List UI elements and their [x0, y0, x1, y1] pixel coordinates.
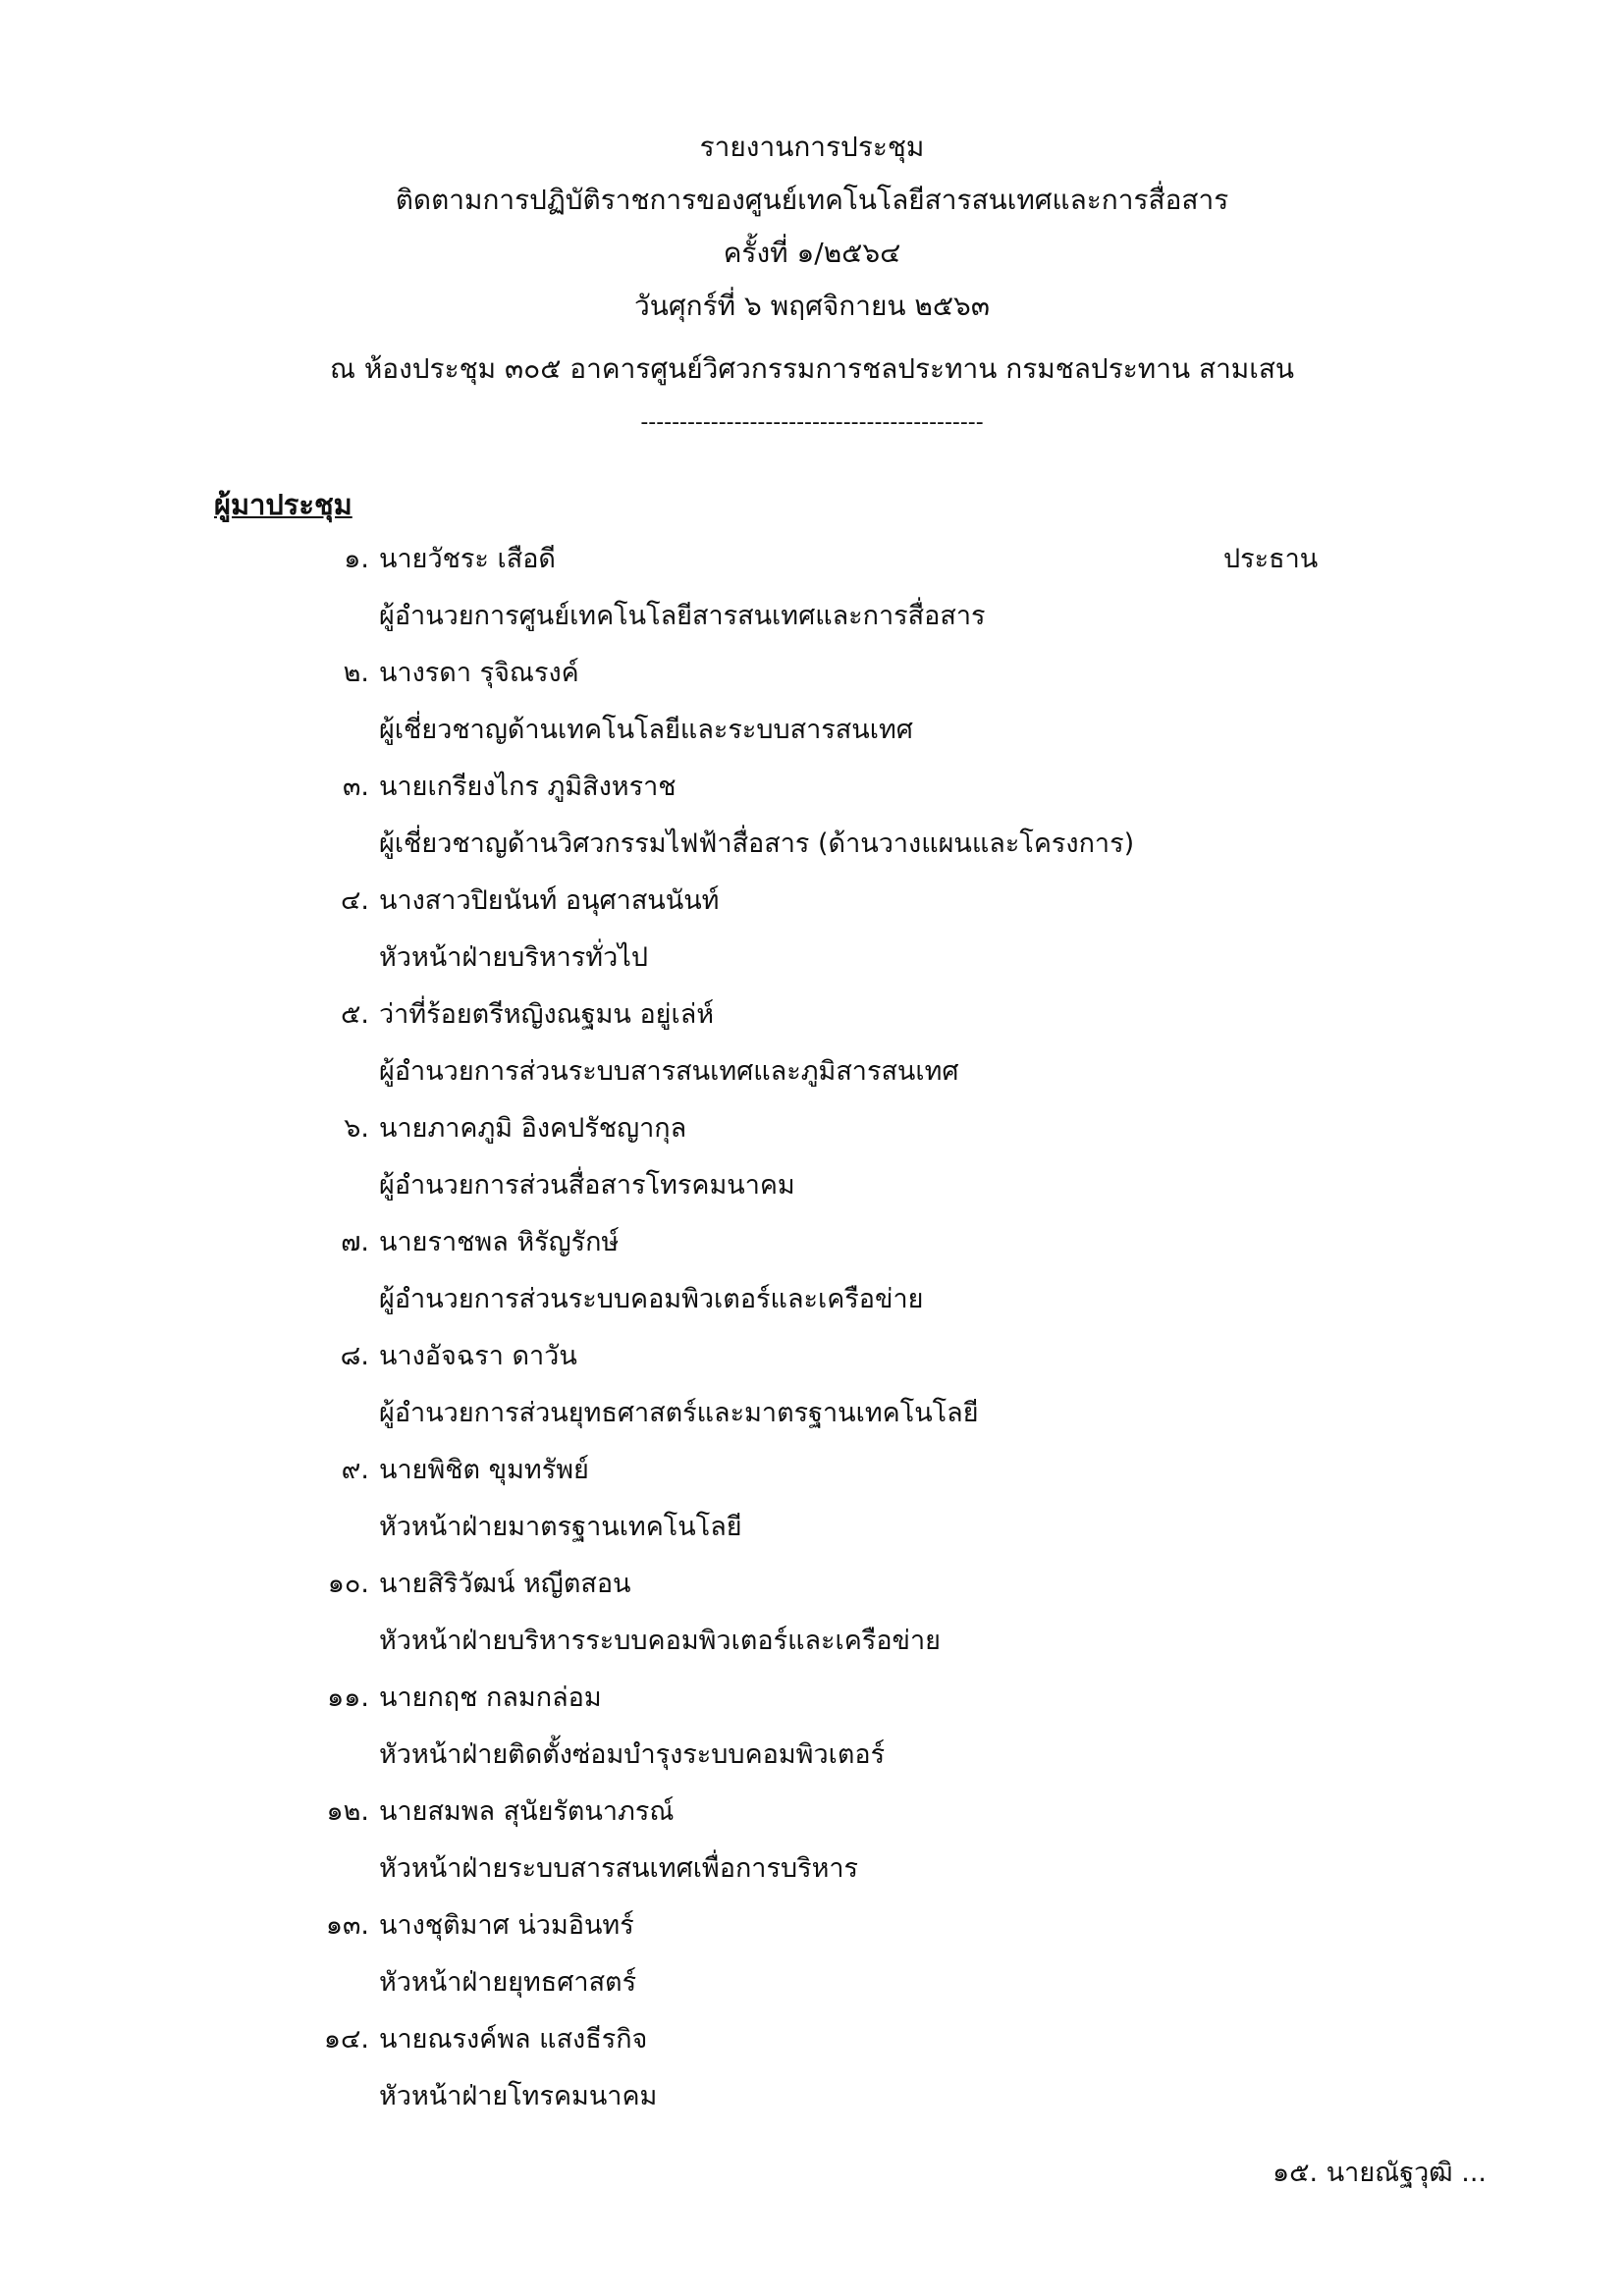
attendee-role: หัวหน้าฝ่ายมาตรฐานเทคโนโลยี: [379, 1512, 742, 1542]
attendee-entry: [0, 1908, 1624, 2022]
attendee-name: นายเกรียงไกร ภูมิสิงหราช: [379, 772, 677, 802]
attendee-role: ผู้เชี่ยวชาญด้านวิศวกรรมไฟฟ้าสื่อสาร (ด้านวางแผนและโครงการ): [379, 828, 1135, 859]
attendee-number: ๑๑.: [327, 1682, 369, 1713]
attendee-role: หัวหน้าฝ่ายบริหารทั่วไป: [379, 942, 648, 973]
attendee-list: [0, 542, 1624, 2136]
report-title: รายงานการประชุม: [699, 131, 925, 163]
attendee-role: ผู้อำนวยการศูนย์เทคโนโลยีสารสนเทศและการสื่อสาร: [379, 601, 986, 631]
attendee-role: ผู้อำนวยการส่วนสื่อสารโทรคมนาคม: [379, 1170, 795, 1201]
attendee-number: ๙.: [341, 1455, 369, 1485]
attendee-role: หัวหน้าฝ่ายยุทธศาสตร์: [379, 1967, 637, 1998]
attendee-role: ผู้อำนวยการส่วนระบบสารสนเทศและภูมิสารสนเทศ: [379, 1056, 959, 1087]
section-title-attendees: ผู้มาประชุม: [214, 488, 352, 521]
attendee-entry: [0, 542, 1624, 656]
attendee-role: หัวหน้าฝ่ายโทรคมนาคม: [379, 2081, 658, 2111]
attendee-role: หัวหน้าฝ่ายติดตั้งซ่อมบำรุงระบบคอมพิวเตอร์: [379, 1739, 886, 1770]
attendee-role: ผู้อำนวยการส่วนยุทธศาสตร์และมาตรฐานเทคโนโลยี: [379, 1398, 979, 1428]
attendee-name: นายสมพล สุนัยรัตนาภรณ์: [379, 1796, 675, 1827]
attendee-number: ๑๔.: [323, 2024, 369, 2055]
attendee-number: ๑.: [344, 544, 369, 574]
attendee-name: นางสาวปิยนันท์ อนุศาสนนันท์: [379, 885, 720, 916]
attendee-number: ๗.: [341, 1227, 369, 1257]
attendee-note: ประธาน: [1223, 544, 1319, 574]
report-subtitle: ติดตามการปฏิบัติราชการของศูนย์เทคโนโลยีสารสนเทศและการสื่อสาร: [395, 184, 1229, 216]
attendee-role: ผู้อำนวยการส่วนระบบคอมพิวเตอร์และเครือข่าย: [379, 1284, 924, 1314]
attendee-name: นายกฤช กลมกล่อม: [379, 1682, 602, 1713]
attendee-entry: [0, 2022, 1624, 2136]
attendee-number: ๕.: [340, 999, 369, 1030]
attendee-entry: [0, 1225, 1624, 1339]
attendee-name: นางอัจฉรา ดาวัน: [379, 1341, 577, 1371]
attendee-role: ผู้เชี่ยวชาญด้านเทคโนโลยีและระบบสารสนเทศ: [379, 715, 913, 745]
attendee-name: นางชุติมาศ น่วมอินทร์: [379, 1910, 634, 1941]
continuation-marker: ๑๕. นายณัฐวุฒิ ...: [1272, 2158, 1487, 2188]
attendee-name: นายพิชิต ขุมทรัพย์: [379, 1455, 589, 1485]
attendee-number: ๑๓.: [325, 1910, 369, 1941]
attendee-number: ๑๒.: [326, 1796, 369, 1827]
attendee-entry: [0, 997, 1624, 1111]
attendee-entry: [0, 1339, 1624, 1453]
attendee-number: ๒.: [343, 658, 369, 688]
attendee-entry: [0, 1111, 1624, 1225]
attendee-entry: [0, 1453, 1624, 1567]
attendee-entry: [0, 883, 1624, 997]
attendee-name: นายราชพล หิรัญรักษ์: [379, 1227, 620, 1257]
meeting-number: ครั้งที่ ๑/๒๕๖๔: [723, 237, 901, 269]
attendee-entry: [0, 656, 1624, 770]
attendee-entry: [0, 770, 1624, 883]
attendee-entry: [0, 1794, 1624, 1908]
attendee-name: นายวัชระ เสือดี: [379, 544, 556, 574]
attendee-entry: [0, 1681, 1624, 1794]
meeting-date: วันศุกร์ที่ ๖ พฤศจิกายน ๒๕๖๓: [634, 290, 990, 322]
header-divider: --------------------------------------------: [640, 410, 984, 435]
attendee-number: ๓.: [342, 772, 369, 802]
attendee-entry: [0, 1567, 1624, 1681]
attendee-name: นายภาคภูมิ อิงคปรัชญากุล: [379, 1113, 687, 1144]
attendee-number: ๔.: [340, 885, 369, 916]
attendee-name: นายณรงค์พล แสงธีรกิจ: [379, 2024, 648, 2055]
attendee-name: นายสิริวัฒน์ หญีตสอน: [379, 1569, 631, 1599]
attendee-role: หัวหน้าฝ่ายบริหารระบบคอมพิวเตอร์และเครือข่าย: [379, 1626, 941, 1656]
meeting-location: ณ ห้องประชุม ๓๐๕ อาคารศูนย์วิศวกรรมการชลประทาน กรมชลประทาน สามเสน: [329, 352, 1295, 385]
attendee-name: นางรดา รุจิณรงค์: [379, 658, 579, 688]
attendee-name: ว่าที่ร้อยตรีหญิงณฐมน อยู่เล่ห์: [379, 999, 715, 1030]
attendee-number: ๖.: [344, 1113, 369, 1144]
attendee-number: ๘.: [340, 1341, 369, 1371]
attendee-number: ๑๐.: [327, 1569, 369, 1599]
attendee-role: หัวหน้าฝ่ายระบบสารสนเทศเพื่อการบริหาร: [379, 1853, 859, 1884]
